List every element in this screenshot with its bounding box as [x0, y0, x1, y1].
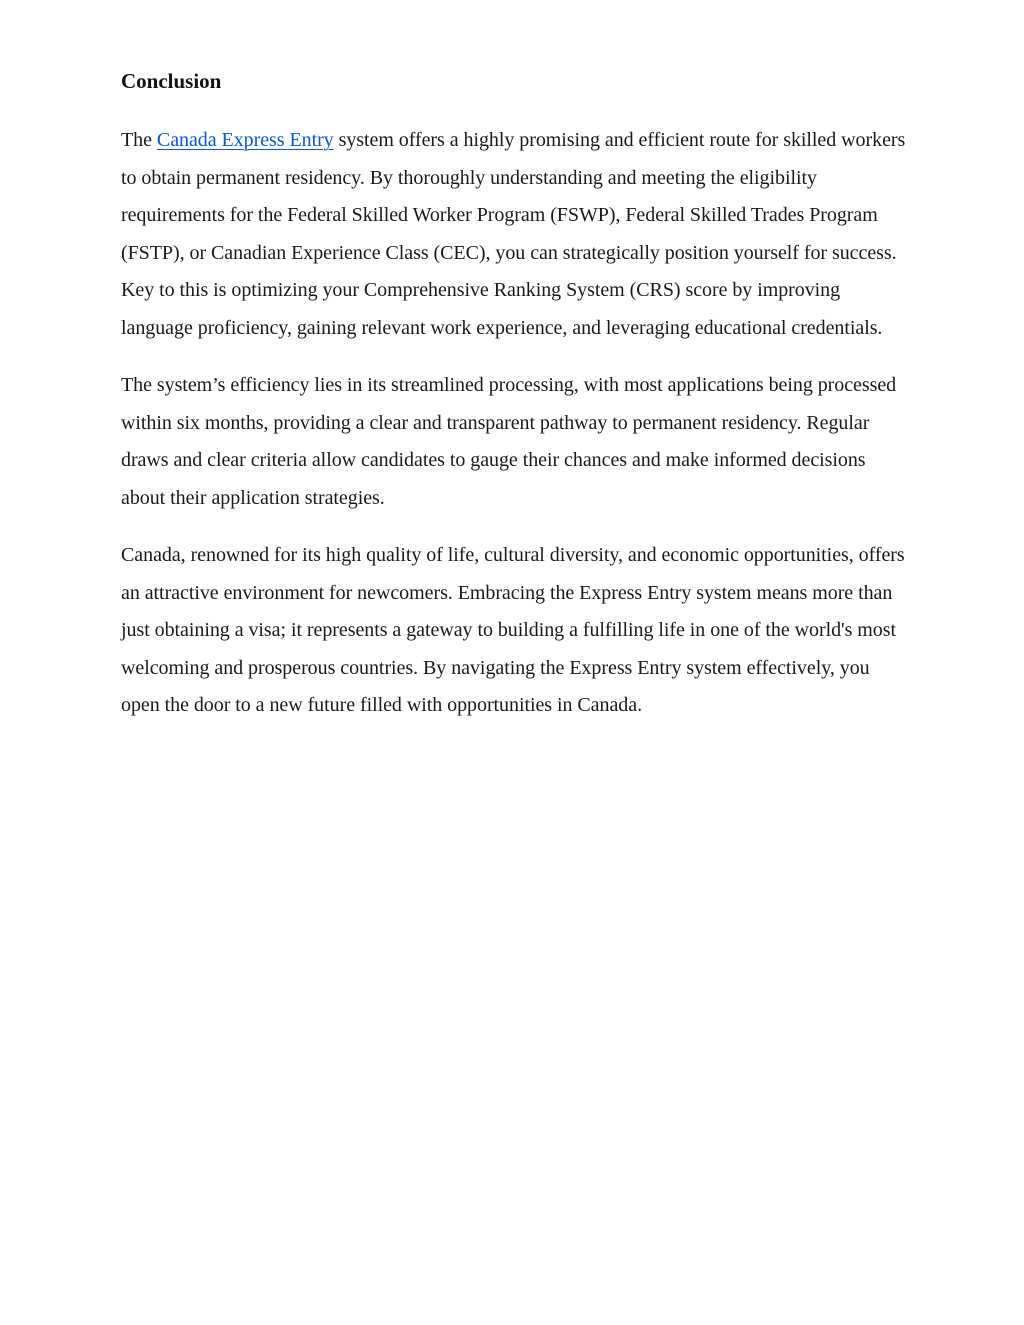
- paragraph-intro: [121, 122, 911, 347]
- document-body: [121, 66, 911, 745]
- section-heading: Conclusion: [121, 69, 222, 93]
- canada-express-entry-link[interactable]: Canada Express Entry: [156, 129, 334, 151]
- paragraph-intro-lead: The: [121, 129, 157, 151]
- paragraph-efficiency: The system’s efficiency lies in its streamlined processing, with most applications being processed within six months, providing a clear and transparent pathway to permanent residency. Regular draws and clear criteria allow candidates to gauge their chances and make informed decisions about their application strategies.: [121, 374, 897, 509]
- paragraph-intro-rest: system offers a highly promising and efficient route for skilled workers to obtain permanent residency. By thoroughly understanding and meeting the eligibility requirements for the Federal Skilled Worker Program (FSWP), Federal Skilled Trades Program (FSTP), or Canadian Experience Class (CEC), you can strategically position yourself for success. Key to this is optimizing your Comprehensive Ranking System (CRS) score by improving language proficiency, gaining relevant work experience, and leveraging educational credentials.: [121, 129, 906, 339]
- paragraph-canada: Canada, renowned for its high quality of life, cultural diversity, and economic opportunities, offers an attractive environment for newcomers. Embracing the Express Entry system means more than just obtaining a visa; it represents a gateway to building a fulfilling life in one of the world's most welcoming and prosperous countries. By navigating the Express Entry system effectively, you open the door to a new future filled with opportunities in Canada.: [121, 544, 905, 716]
